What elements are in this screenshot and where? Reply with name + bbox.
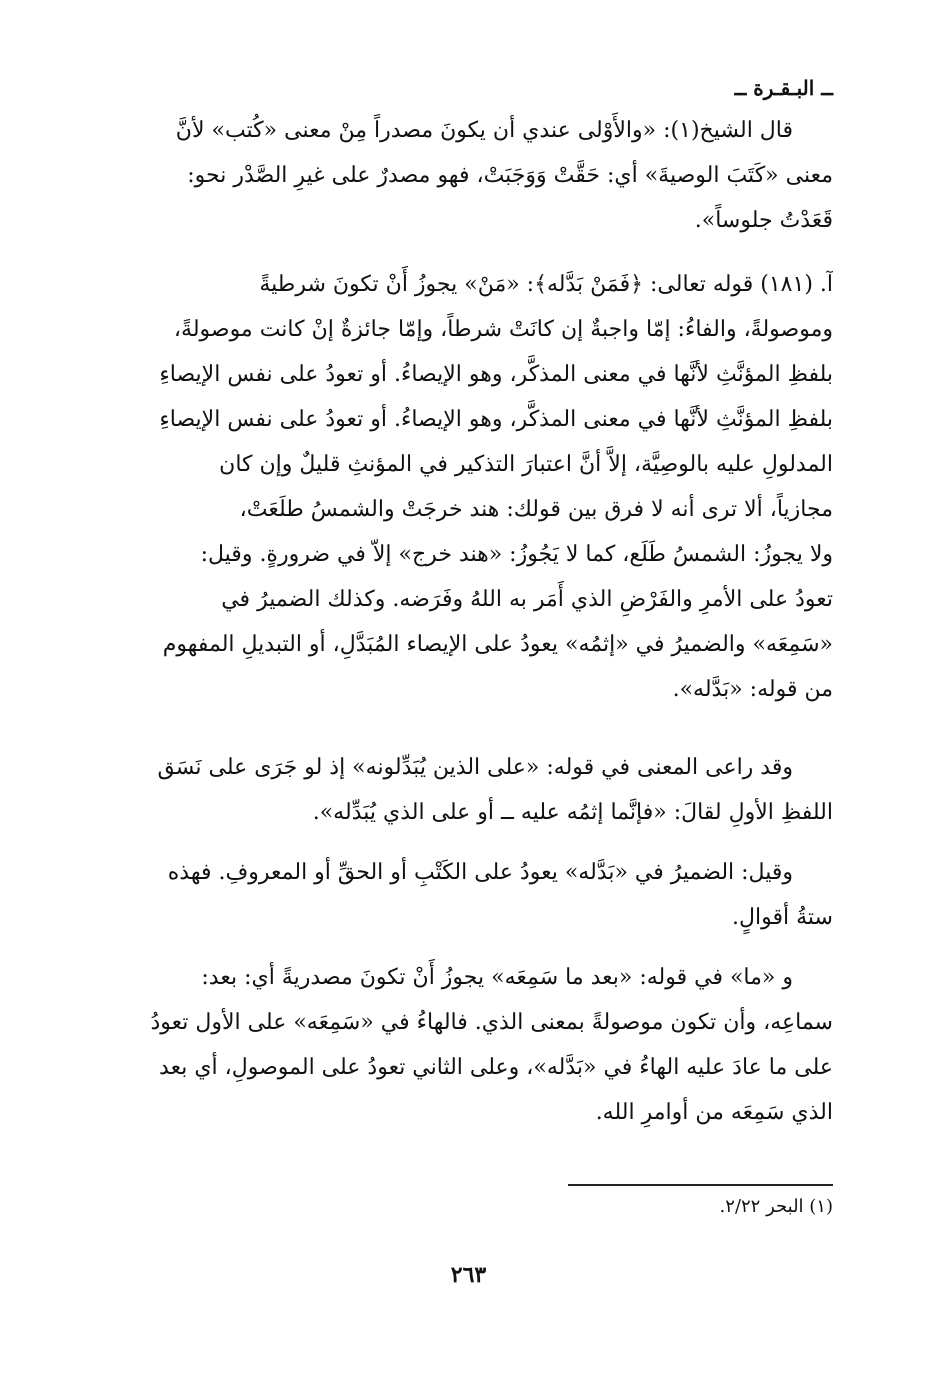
text-line: قَعَدْتُ جلوساً». [694, 208, 833, 233]
text-line: مجازياً، ألا ترى أنه لا فرق بين قولك: هند خرجَتْ والشمسُ طلَعَتْ، [239, 497, 833, 522]
page-number: ٢٦٣ [450, 1262, 487, 1288]
footnote: (١) البحر ٢/٢٢. [719, 1196, 833, 1217]
text-line: معنى «كَتَبَ الوصيةَ» أي: حَقَّتْ وَوَجَبَتْ، فهو مصدرٌ على غيرِ الصَّدْر نحو: [187, 163, 833, 188]
paragraph-5 [97, 955, 833, 1135]
text-line: اللفظِ الأولِ لقالَ: «فإنَّما إثمُه عليه ــ أو على الذي يُبَدِّله». [312, 800, 833, 825]
text-line: تعودُ على الأمرِ والفَرْضِ الذي أَمَر به اللهُ وفَرَضه. وكذلك الضميرُ في [221, 587, 833, 612]
paragraph-4 [97, 850, 833, 940]
text-line: على ما عادَ عليه الهاءُ في «بَدَّله»، وعلى الثاني تعودُ على الموصولِ، أي بعد [159, 1055, 833, 1080]
text-line: ولا يجوزُ: الشمسُ طَلَع، كما لا يَجُوزُ: «هند خرج» إلاّ في ضرورةٍ. وقيل: [200, 542, 833, 567]
text-line: بلفظِ المؤنَّثِ لأنَّها في معنى المذكَّر، وهو الإيصاءُ. أو تعودُ على نفس الإيصاءِ [159, 407, 833, 432]
footnote-divider [568, 1184, 833, 1186]
text-line: قال الشيخ(١): «والأَوْلى عندي أن يكونَ مصدراً مِنْ معنى «كُتب» لأنَّ [175, 118, 793, 143]
text-line: وموصولةً، والفاءُ: إمّا واجبةٌ إن كانَتْ شرطاً، وإمّا جائزةٌ إنْ كانت موصولةً، [173, 317, 833, 342]
text-line: المدلولِ عليه بالوصِيَّة، إلاَّ أنَّ اعتبارَ التذكير في المؤنثِ قليلٌ وإن كان [219, 452, 833, 477]
running-header: ــ البـقـرة ــ [734, 76, 833, 100]
text-line: سماعِه، وأن تكون موصولةً بمعنى الذي. فالهاءُ في «سَمِعَه» على الأول تعودُ [150, 1010, 833, 1035]
text-line: وقيل: الضميرُ في «بَدَّله» يعودُ على الكَتْبِ أو الحقِّ أو المعروفِ. فهذه [167, 860, 793, 885]
text-line: «سَمِعَه» والضميرُ في «إثمُه» يعودُ على الإيصاء المُبَدَّلِ، أو التبديلِ المفهوم [162, 632, 833, 657]
text-line: وقد راعى المعنى في قوله: «على الذين يُبَدِّلونه» إذ لو جَرَى على نَسَق [157, 755, 793, 780]
text-line: و «ما» في قوله: «بعد ما سَمِعَه» يجوزُ أَنْ تكونَ مصدريةً أي: بعد: [201, 965, 793, 990]
paragraph-3 [97, 745, 833, 835]
paragraph-1 [97, 108, 833, 243]
text-line: آ. (١٨١) قوله تعالى: ﴿فَمَنْ بَدَّله﴾: «مَنْ» يجوزُ أَنْ تكونَ شرطيةً [259, 272, 833, 297]
text-line: ستةُ أقوالٍ. [732, 905, 833, 930]
paragraph-2 [97, 262, 833, 712]
text-line: بلفظِ المؤنَّثِ لأنَّها في معنى المذكَّر، وهو الإيصاءُ. أو تعودُ على نفس الإيصاءِ [159, 362, 833, 387]
text-line: من قوله: «بَدَّله». [672, 677, 833, 702]
text-line: الذي سَمِعَه من أوامرِ الله. [595, 1100, 833, 1125]
